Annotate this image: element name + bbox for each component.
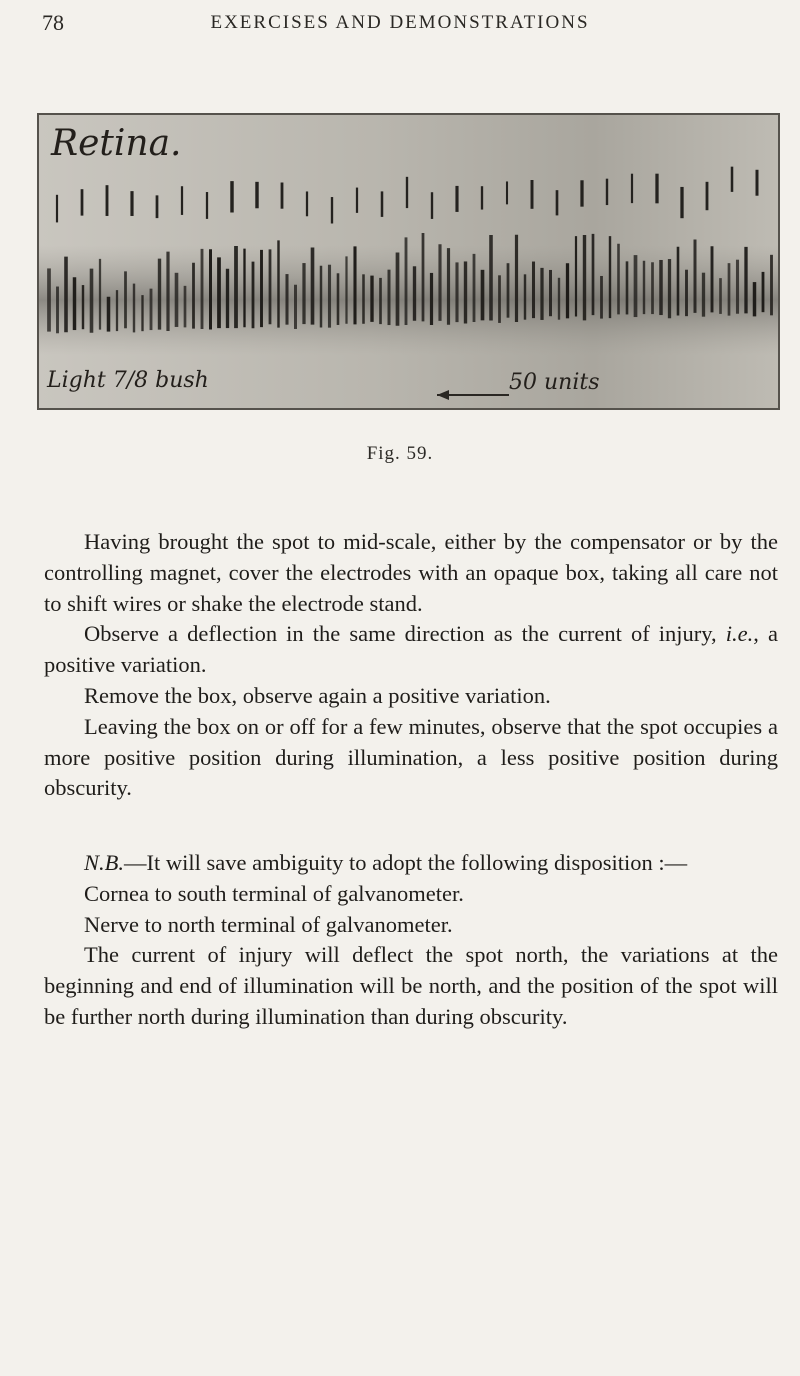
handwritten-label-light: Light 7/8 bush [47,368,209,393]
ie-abbrev: i.e. [725,621,754,647]
figure-caption: Fig. 59. [366,443,434,464]
paragraph-remove-box: Remove the box, observe again a positive variation. [84,682,551,708]
paragraph-deflection-text: Observe a deflection in the same direction as the current of injury, [84,621,717,647]
paragraph-nerve: Nerve to north terminal of galvanometer. [84,911,453,937]
paragraph-deflection [44,619,778,681]
paragraph-compensator: Having brought the spot to mid-scale, either by the compensator or by the controlling magnet, cover the electrodes with an opaque box, taking all care not to shift wires or shake the electrode stand. [44,529,778,616]
figure-photograph [37,113,780,410]
handwritten-label-retina: Retina. [51,123,182,164]
paragraph-current-injury: The current of injury will deflect the spot north, the variations at the beginning and end of illumination will be north, and the position of the spot will be further north during illumination than during obscurity. [44,942,778,1029]
paragraph-leaving-box: Leaving the box on or off for a few minutes, observe that the spot occupies a more positive position during illumination, a less positive position during obscurity. [44,713,778,801]
paragraph-deflection-tail: , a positive variation. [44,621,778,678]
galvanometer-trace [39,115,778,408]
body-text-block-2 [44,848,778,1033]
running-head [34,10,766,40]
body-text-block-1 [44,527,778,804]
page-number: 78 [42,10,64,35]
nb-label: N.B. [84,850,125,875]
nb-intro: —It will save ambiguity to adopt the following disposition :— [124,850,688,875]
header-title: EXERCISES AND DEMONSTRATIONS [210,12,590,33]
handwritten-label-units: 50 units [509,370,600,395]
paragraph-nb [44,848,778,879]
paragraph-cornea: Cornea to south terminal of galvanometer. [84,880,464,906]
